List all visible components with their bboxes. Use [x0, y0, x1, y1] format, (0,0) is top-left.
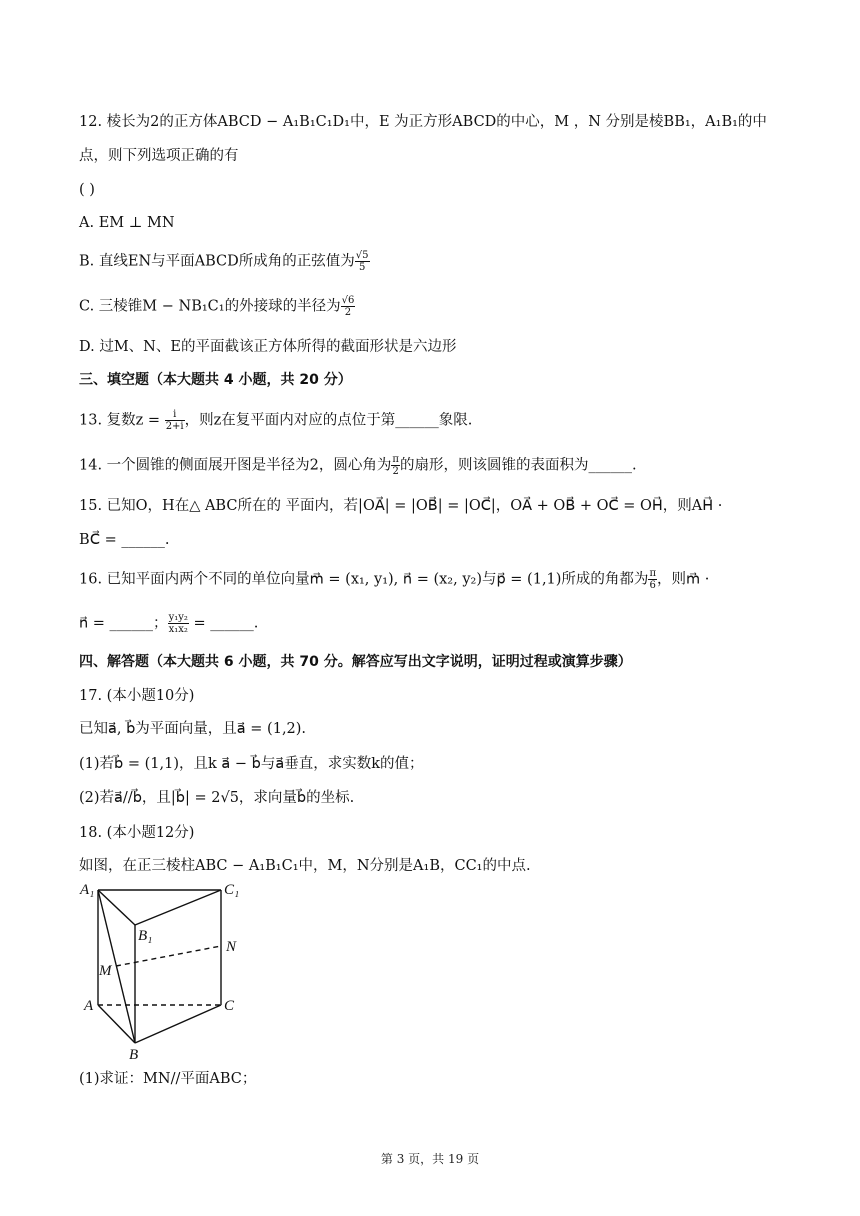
q13: [79, 409, 472, 432]
q18-part1: (1)求证：MN//平面ABC；: [79, 1071, 257, 1087]
q16-line2-pre: n⃗ = ______；: [79, 615, 168, 632]
q16-fraction-2: [168, 612, 189, 635]
q18-head: 18. (本小题12分): [79, 825, 195, 841]
q12-option-b-fraction: [355, 250, 370, 273]
q13-fraction: [165, 409, 185, 432]
q12-option-a: A. EM ⊥ MN: [79, 215, 175, 231]
q12-option-c-fraction: [341, 295, 356, 318]
q17-line2: (1)若b⃗ = (1,1)，且k a⃗ − b⃗与a⃗垂直，求实数k的值；: [79, 756, 424, 772]
q12-option-b: [79, 250, 370, 273]
triangular-prism-figure: [78, 878, 258, 1068]
q18-line1: 如图，在正三棱柱ABC − A₁B₁C₁中，M，N分别是A₁B，CC₁的中点.: [79, 858, 531, 874]
q16-post: ，则m⃗ ·: [657, 571, 710, 588]
q17-line3: (2)若a⃗//b⃗，且|b⃗| = 2√5，求向量b⃗的坐标.: [79, 790, 355, 806]
q12-option-d: D. 过M、N、E的平面截该正方体所得的截面形状是六边形: [79, 339, 457, 355]
q13-pre: 13. 复数z =: [79, 412, 165, 429]
fraction-numerator: y₁y₂: [168, 612, 188, 623]
edge-bc: [135, 1005, 221, 1043]
edge-a1b1: [98, 890, 135, 925]
q13-post: ，则z在复平面内对应的点位于第______象限.: [184, 412, 473, 429]
q12-option-b-text: B. 直线EN与平面ABCD所成角的正弦值为: [79, 253, 355, 270]
edge-ab: [98, 1005, 135, 1043]
q16-fraction: [648, 568, 657, 591]
q16-line2-post: = ______.: [188, 615, 259, 632]
fraction-numerator: √5: [355, 250, 369, 261]
segment-mn-hidden: [116, 946, 221, 966]
fraction-numerator: i: [165, 409, 185, 421]
q16-line2: [79, 612, 258, 635]
q12-option-c: [79, 295, 355, 318]
q16-line1: [79, 568, 709, 591]
q14-pre: 14. 一个圆锥的侧面展开图是半径为2，圆心角为: [79, 457, 392, 474]
label-a: A: [84, 998, 94, 1014]
fraction-denominator: x₁x₂: [168, 624, 188, 635]
label-a1: A₁: [80, 882, 95, 898]
q14-fraction: [391, 454, 400, 477]
q14: [79, 454, 637, 477]
section-3-heading: 三、填空题（本大题共 4 小题，共 20 分）: [79, 372, 352, 388]
label-b: B: [129, 1047, 139, 1063]
q17-line1: 已知a⃗, b⃗为平面向量，且a⃗ = (1,2).: [79, 721, 307, 737]
fraction-denominator: 2: [392, 466, 399, 477]
q14-post: 的扇形，则该圆锥的表面积为______.: [399, 457, 637, 474]
q12-option-c-text: C. 三棱锥M − NB₁C₁的外接球的半径为: [79, 298, 341, 315]
q16-pre: 16. 已知平面内两个不同的单位向量m⃗ = (x₁, y₁), n⃗ = (x₂, y₂)与p⃗ = (1,1)所成的角都为: [79, 571, 649, 588]
fraction-denominator: 2: [344, 307, 352, 318]
label-m: M: [99, 963, 112, 979]
q15-line2: BC⃗ = ______.: [79, 532, 170, 548]
fraction-numerator: π: [392, 454, 399, 465]
q17-head: 17. (本小题10分): [79, 688, 195, 704]
fraction-denominator: 5: [358, 262, 366, 273]
q12-line1: 12. 棱长为2的正方体ABCD − A₁B₁C₁D₁中，E 为正方形ABCD的中心，M ，N 分别是棱BB₁，A₁B₁的中: [79, 114, 767, 130]
label-n: N: [226, 939, 237, 955]
section-4-heading: 四、解答题（本大题共 6 小题，共 70 分。解答应写出文字说明，证明过程或演算步骤）: [79, 654, 632, 670]
fraction-numerator: √6: [341, 295, 355, 306]
label-c: C: [224, 998, 235, 1014]
q12-paren: ( ): [79, 182, 95, 198]
page-footer: 第 3 页，共 19 页: [380, 1152, 480, 1166]
label-b1: B₁: [138, 928, 153, 944]
fraction-denominator: 2+i: [165, 421, 184, 432]
fraction-numerator: π: [649, 568, 657, 579]
q12-line2: 点，则下列选项正确的有: [79, 148, 239, 164]
fraction-denominator: 6: [649, 580, 656, 591]
label-c1: C₁: [224, 882, 240, 898]
edge-b1c1: [135, 890, 221, 925]
q15-line1: 15. 已知O，H在△ ABC所在的 平面内，若|OA⃗| = |OB⃗| = |OC⃗|，OA⃗ + OB⃗ + OC⃗ = OH⃗，则AH⃗ ·: [79, 498, 723, 514]
